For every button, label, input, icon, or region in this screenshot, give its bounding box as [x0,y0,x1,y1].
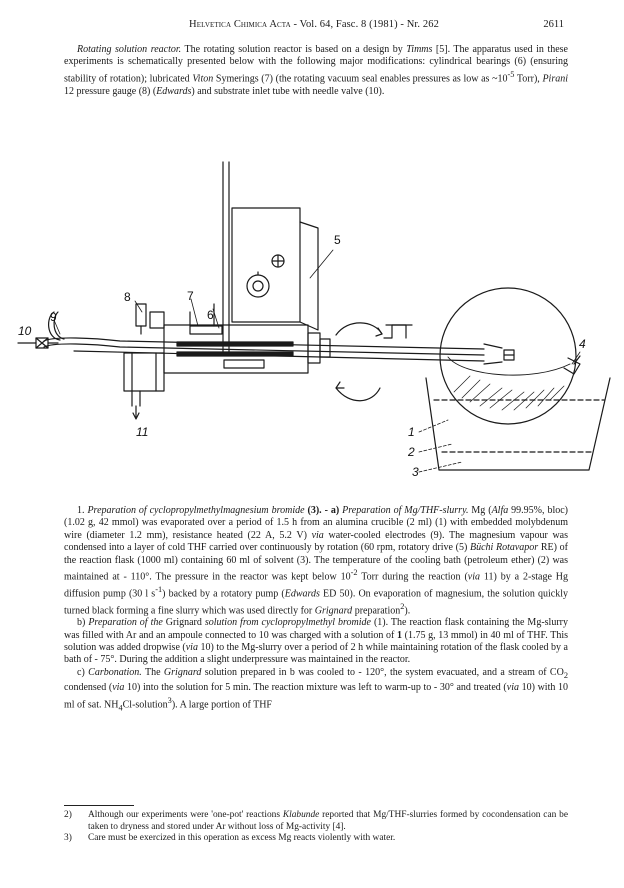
latin-term: via [185,642,198,654]
body-text: ) backed by a rotatory pump ( [162,588,285,600]
exponent: -1 [155,584,163,594]
brand-name: Büchi Rotavapor [469,542,539,554]
body-text: solution prepared in b was cooled to - 120°, the system evacuated, and a stream of CO [201,666,564,678]
compound-ref: (3). - a) [307,505,343,516]
named-reagent: Grignard [165,617,202,629]
vertical-shaft [223,162,229,352]
author-name: Timms [406,44,433,55]
footnote-3 [64,833,568,845]
subscript: 4 [118,703,123,712]
subsection-title: Preparation of the [88,617,166,629]
footnote-mark: 2) [64,810,72,820]
intro-text: Symerings (7) (the rotating vacuum seal enables pressures as low as ~10 [213,73,508,85]
journal-name: Helvetica Chimica Acta [189,19,291,30]
body-text: (1.75 g, 13 mmol) in 40 ml of THF. This solution was added dropwise ( [64,629,568,654]
body-text: Mg ( [468,505,492,516]
label-1: 1 [408,425,415,439]
subsection-title: Preparation of Mg/THF-slurry. [342,505,469,516]
drive-housing [232,208,300,322]
paragraph-1b [64,617,568,667]
footnotes [64,810,568,845]
label-10: 10 [18,324,32,338]
footnote-mark: 3) [64,833,72,843]
intro-text: Torr), [514,73,543,85]
subsection-letter: b) [77,617,89,629]
brand-name: Alfa [491,505,509,516]
body-text: RE) of the reaction flask (1000 ml) containing 60 ml of solvent (3). The temperature of the cooling bath (petroleum ether) (2) was maintained at - 110°. The pressure in the reactor was kept below 10 [64,542,568,583]
brand-name: Edwards [156,85,192,97]
body-text: The [141,666,164,678]
brand-name: Viton [192,73,214,85]
experimental-section [64,505,568,714]
latin-term: via [112,682,125,694]
drive-indicator [247,275,269,297]
body-text: Torr during the reaction ( [357,571,468,583]
section-title: Preparation of cyclopropylmethylmagnesium bromide [87,505,305,516]
body-text: condensed ( [64,682,113,694]
label-3: 3 [412,465,419,479]
body-text: 10) into the solution for 5 min. The reaction mixture was left to warm-up to - 30° and treated ( [124,682,507,694]
paragraph-1a [64,505,568,617]
intro-text: 12 pressure gauge (8) ( [64,85,157,97]
label-4: 4 [579,337,586,351]
exponent: -2 [350,568,358,578]
author-name: Klabunde [282,810,320,820]
page-number: 2611 [543,19,564,30]
body-text: 10) to the Mg-slurry over a period of 2 h while maintaining rotation of the flask cooled by a bath of - 75°. During the addition a slight underpressure was maintained in the reactor. [64,642,568,666]
latin-term: via [506,682,519,694]
subsection-letter: c) [77,666,89,678]
cooling-bath [426,378,610,470]
body-text: water-cooled electrodes (9). The magnesium vapour was condensed into a layer of cold THF carried over continuously by rotation (60 rpm, rotatory drive (5) [64,529,568,554]
body-text: (1). The reaction flask containing the Mg-slurry was filled with Ar and an ampoule connected to 10 was charged with a solution of [64,617,568,641]
section-number: 1. [77,505,88,516]
label-5: 5 [334,233,341,247]
body-text: preparation [352,604,401,616]
reactor-figure [14,152,614,492]
intro-heading: Rotating solution reactor. [77,44,182,55]
named-reagent: Grignard [163,666,202,678]
drive-housing-side [300,222,318,330]
paragraph-1c [64,667,568,715]
flange-block [124,353,164,391]
rotation-arrow-top [336,323,382,335]
intro-text: ) and substrate inlet tube with needle valve (10). [191,85,385,97]
label-9: 9 [50,310,57,324]
subsection-title: solution from cyclopropylmethyl bromide [201,617,371,629]
footnote-text: Although our experiments were 'one-pot' reactions [88,810,283,820]
body-text: Cl-solution [122,699,168,710]
footnote-divider [64,805,134,806]
label-8: 8 [124,290,131,304]
body-text: ). A large portion of THF [171,699,272,710]
body-text: 99.95%, bloc) (1.02 g, 42 mmol) was evaporated over a period of 1.5 h from an alumina crucible (2 ml) (1) with embedded molybdenum wire (diameter 1.2 mm), resistance heated (22 A, 5.2 V) [64,505,568,541]
issue-info: - Vol. 64, Fasc. 8 (1981) - Nr. 262 [290,19,439,30]
footnote-2 [64,810,568,833]
label-2: 2 [408,445,415,459]
compound-ref: 1 [396,629,402,641]
running-header [64,19,564,31]
label-7: 7 [187,289,194,303]
exponent: -5 [507,69,515,79]
brand-name: Pirani [542,73,568,85]
rotation-arrow-bottom [336,388,380,401]
body-text: ). [404,604,411,616]
pump-line [132,391,140,406]
latin-term: via [311,529,324,541]
brand-name: Edwards [284,588,320,600]
body-text: 10) with 10 ml of sat. NH [64,682,568,710]
label-6: 6 [207,308,214,322]
subsection-title: Carbonation. [88,666,142,678]
reaction-flask [440,288,576,424]
label-11: 11 [136,425,149,439]
journal-citation [64,19,564,31]
pressure-gauge [136,304,146,326]
footnote-text: reported that Mg/THF-slurries formed by cocondensation can be taken to dryness and stored under Ar without loss of Mg-activity [4]. [88,810,568,832]
named-reagent: Grignard [314,604,353,616]
footnote-ref[interactable]: 2 [400,601,405,611]
footnote-text: Care must be exercized in this operation as excess Mg reacts violently with water. [88,833,396,843]
footnote-ref[interactable]: 3 [167,695,172,705]
intro-paragraph [64,44,568,98]
intro-text: [5]. The apparatus used in these experiments is schematically presented below with the following major modifications: cylindrical bearings (6) (ensuring stability of rotation); lubricated [64,44,568,85]
subscript: 2 [563,670,568,680]
stopcock [384,325,406,338]
intro-text: The rotating solution reactor is based on a design by [181,44,407,55]
body-text: ED 50). On evaporation of magnesium, the solution quickly turned black forming a fine slurry which was used directly for [64,588,568,616]
latin-term: via [467,571,480,583]
body-text: 11) by a 2-stage Hg diffusion pump (30 l s [64,571,569,600]
